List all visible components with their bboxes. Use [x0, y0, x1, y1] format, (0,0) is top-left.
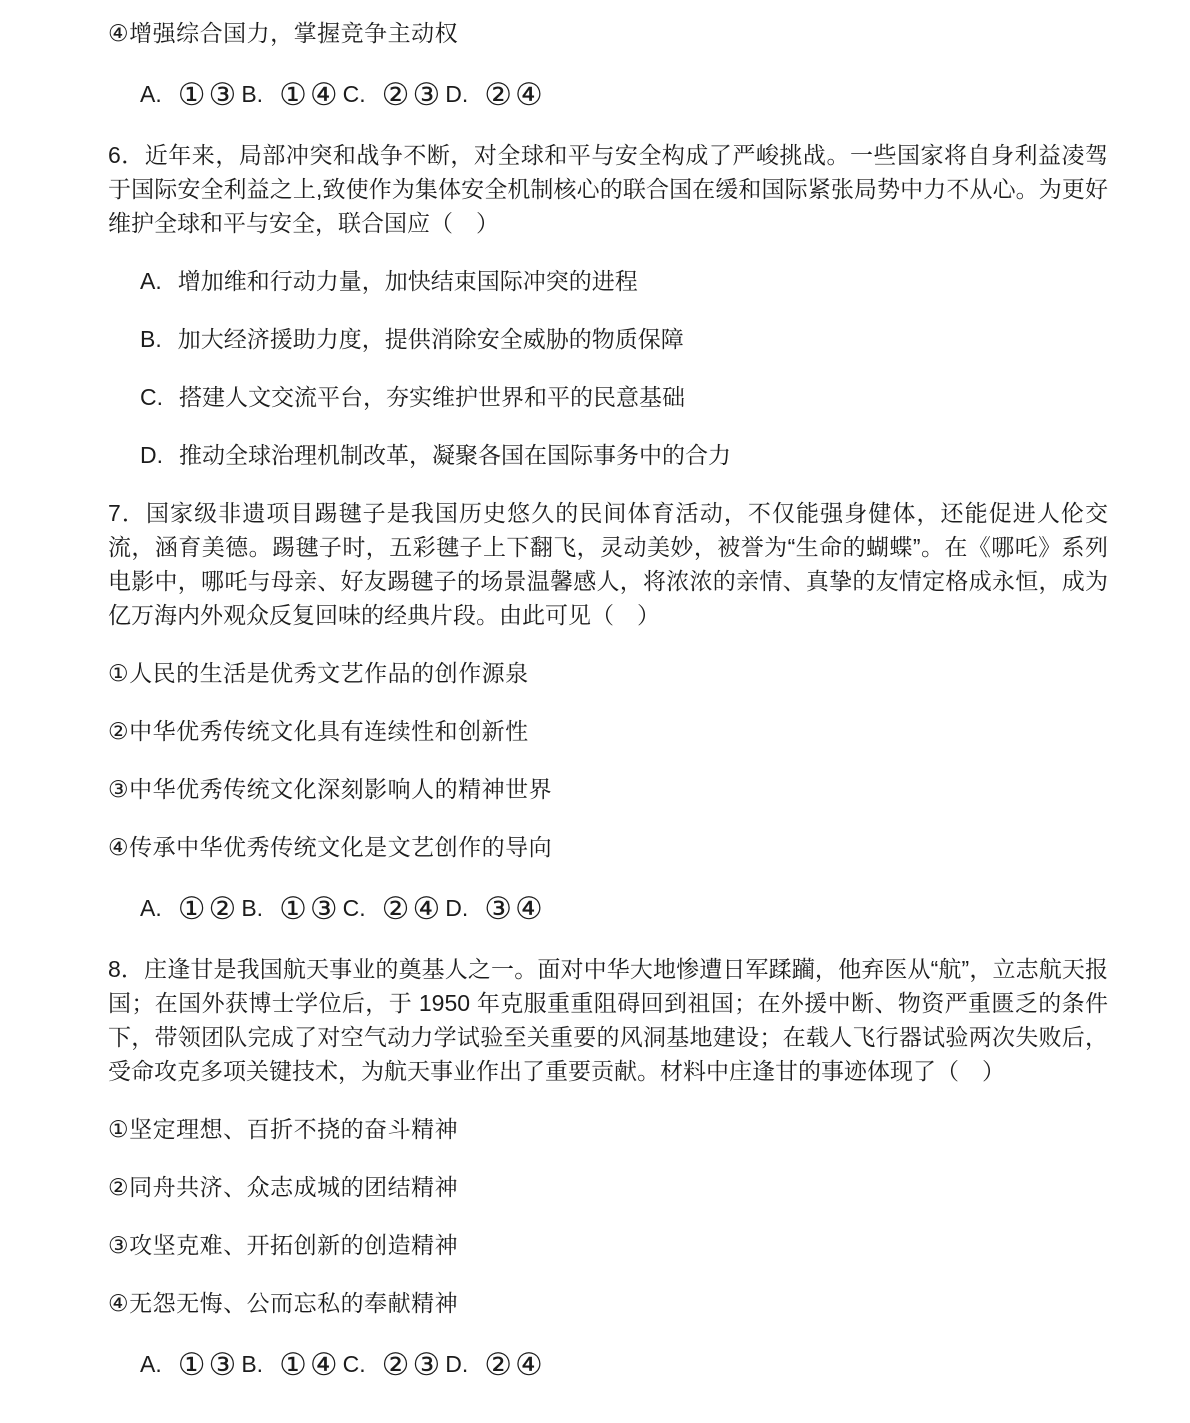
option-letter: B. — [140, 326, 162, 352]
answer-choice-d — [445, 1347, 548, 1382]
answer-choice-b — [241, 77, 342, 112]
choice-numbers: ①③ — [177, 77, 240, 112]
choice-letter: A. — [140, 81, 162, 107]
choice-numbers: ③④ — [484, 891, 546, 926]
q7-answer-row — [140, 888, 1108, 928]
q8-item-3: ③攻坚克难、开拓创新的创造精神 — [108, 1232, 459, 1258]
option-letter: D. — [140, 442, 163, 468]
answer-choice-c — [342, 891, 446, 926]
answer-choice-b — [241, 891, 342, 926]
choice-letter: C. — [342, 895, 366, 921]
choice-letter: B. — [241, 81, 264, 107]
answer-choice-c — [342, 1347, 446, 1382]
q6-stem: 6．近年来，局部冲突和战争不断，对全球和平与安全构成了严峻挑战。一些国家将自身利益凌驾于国际安全利益之上,致使作为集体安全机制核心的联合国在缓和国际紧张局势中力不从心。为更好维护全球和平与安全，联合国应（ ） — [108, 142, 1108, 236]
choice-letter: C. — [342, 1351, 366, 1377]
q6-option-c — [140, 380, 1108, 414]
q7-item-4: ④传承中华优秀传统文化是文艺创作的导向 — [108, 834, 553, 860]
choice-letter: A. — [140, 1351, 162, 1377]
choice-numbers: ①④ — [279, 1347, 341, 1382]
q6-option-b — [140, 322, 1108, 356]
option-letter: A. — [140, 268, 162, 294]
choice-numbers: ②④ — [484, 1347, 546, 1382]
choice-numbers: ①③ — [177, 1347, 240, 1382]
choice-numbers: ①② — [177, 891, 240, 926]
option-letter: C. — [140, 384, 163, 410]
option-text: 搭建人文交流平台，夯实维护世界和平的民意基础 — [179, 384, 685, 410]
option-text: 增加维和行动力量，加快结束国际冲突的进程 — [177, 268, 638, 294]
choice-numbers: ①③ — [279, 891, 341, 926]
option-text: 推动全球治理机制改革，凝聚各国在国际事务中的合力 — [179, 442, 731, 468]
choice-letter: D. — [445, 1351, 469, 1377]
option-text: 加大经济援助力度，提供消除安全威胁的物质保障 — [177, 326, 684, 352]
answer-choice-a — [140, 77, 241, 112]
choice-letter: C. — [342, 81, 366, 107]
q8-item-1: ①坚定理想、百折不挠的奋斗精神 — [108, 1116, 459, 1142]
answer-choice-b — [241, 1347, 342, 1382]
q8-answer-row — [140, 1344, 1108, 1384]
choice-letter: D. — [445, 895, 469, 921]
choice-letter: B. — [241, 895, 264, 921]
answer-choice-d — [445, 891, 548, 926]
q5-answer-row — [140, 74, 1108, 114]
q7-item-1: ①人民的生活是优秀文艺作品的创作源泉 — [108, 660, 529, 686]
q7-item-3: ③中华优秀传统文化深刻影响人的精神世界 — [108, 776, 553, 802]
q6-option-a — [140, 264, 1108, 298]
answer-choice-a — [140, 891, 241, 926]
q8-stem: 8．庄逢甘是我国航天事业的奠基人之一。面对中华大地惨遭日军蹂躏，他弃医从“航”，立志航天报国；在国外获博士学位后，于 1950 年克服重重阻碍回到祖国；在外援中断、物资严重匮乏的条件下，带领团队完成了对空气动力学试验至关重要的风洞基地建设；在载人飞行器试验两次失败后，受命攻克多项关键技术，为航天事业作出了重要贡献。材料中庄逢甘的事迹体现了（ ） — [108, 956, 1108, 1084]
answer-choice-c — [342, 77, 446, 112]
answer-choice-d — [445, 77, 548, 112]
choice-letter: A. — [140, 895, 162, 921]
choice-numbers: ②④ — [484, 77, 546, 112]
choice-numbers: ②③ — [381, 77, 444, 112]
q7-item-2: ②中华优秀传统文化具有连续性和创新性 — [108, 718, 529, 744]
choice-letter: D. — [445, 81, 469, 107]
choice-numbers: ②③ — [381, 1347, 444, 1382]
q8-item-2: ②同舟共济、众志成城的团结精神 — [108, 1174, 459, 1200]
choice-numbers: ①④ — [279, 77, 341, 112]
answer-choice-a — [140, 1347, 241, 1382]
q6-option-d — [140, 438, 1108, 472]
choice-numbers: ②④ — [381, 891, 444, 926]
choice-letter: B. — [241, 1351, 264, 1377]
q5-item-4: ④增强综合国力，掌握竞争主动权 — [108, 20, 459, 46]
q8-item-4: ④无怨无悔、公而忘私的奉献精神 — [108, 1290, 459, 1316]
q7-stem: 7．国家级非遗项目踢毽子是我国历史悠久的民间体育活动，不仅能强身健体，还能促进人伦交流，涵育美德。踢毽子时，五彩毽子上下翻飞，灵动美妙，被誉为“生命的蝴蝶”。在《哪吒》系列电影中，哪吒与母亲、好友踢毽子的场景温馨感人，将浓浓的亲情、真挚的友情定格成永恒，成为亿万海内外观众反复回味的经典片段。由此可见（ ） — [108, 500, 1108, 628]
